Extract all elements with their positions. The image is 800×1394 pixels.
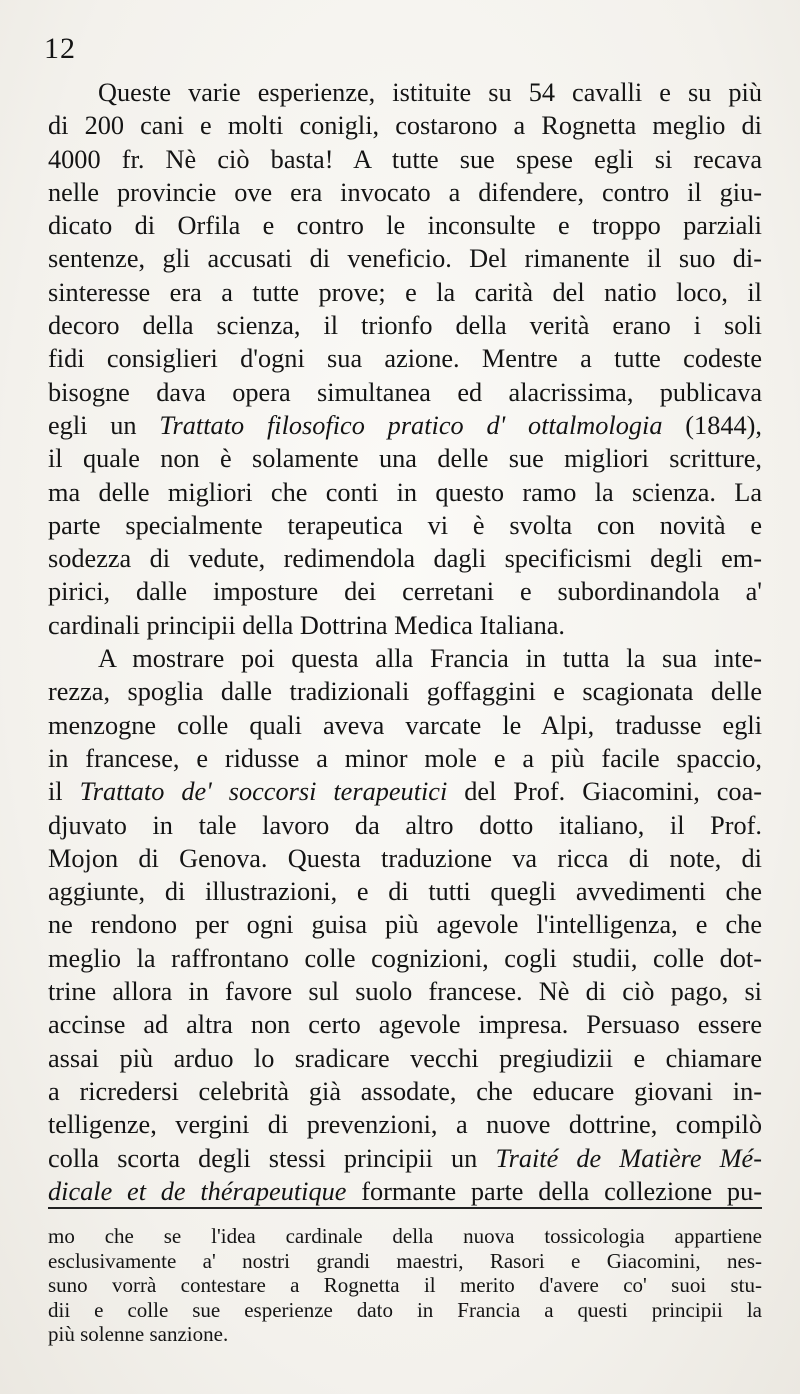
text-run: dicato di Orfila e contro le inconsulte e troppo parziali [48, 211, 762, 241]
text-run: a ricredersi celebrità già assodate, che educare giovani in- [48, 1076, 762, 1106]
text-run: il [48, 777, 80, 807]
body-text-line [48, 309, 762, 342]
body-text-line [48, 675, 762, 708]
text-run: cardinali principii della Dottrina Medica Italiana. [48, 610, 565, 640]
body-text-line [48, 809, 762, 842]
body-text-line [48, 143, 762, 176]
text-run: parte specialmente terapeutica vi è svolta con novità e [48, 510, 762, 540]
footnote-text-line [48, 1273, 762, 1298]
body-text-line [48, 1175, 762, 1208]
body-text-line [48, 1042, 762, 1075]
body-text-line [48, 1008, 762, 1041]
body-text-line [48, 542, 762, 575]
body-text-line [48, 709, 762, 742]
body-text-line [48, 509, 762, 542]
body-text-line [48, 476, 762, 509]
page-number: 12 [44, 32, 76, 65]
text-run: rezza, spoglia dalle tradizionali goffaggini e scagionata delle [48, 677, 762, 707]
body-text-line [48, 775, 762, 808]
text-run: sodezza di vedute, redimendola dagli specificismi degli em- [48, 544, 762, 574]
italic-title-text: Traité de Matière Mé- [495, 1143, 762, 1173]
text-run: aggiunte, di illustrazioni, e di tutti quegli avvedimenti che [48, 877, 762, 907]
body-text-line [48, 1108, 762, 1141]
text-run: assai più arduo lo sradicare vecchi pregiudizii e chiamare [48, 1043, 762, 1073]
body-text-line [48, 209, 762, 242]
text-run: telligenze, vergini di prevenzioni, a nuove dottrine, compilò [48, 1110, 762, 1140]
body-text-line [48, 176, 762, 209]
italic-title-text: Trattato filosofico pratico d' ottalmologia [159, 410, 663, 440]
text-run: colla scorta degli stessi principii un [48, 1143, 496, 1173]
footnote-block [48, 1224, 762, 1347]
footnote-separator-rule [48, 1207, 762, 1209]
text-run: accinse ad altra non certo agevole impresa. Persuaso essere [48, 1010, 762, 1040]
body-text-line [48, 442, 762, 475]
text-run: in francese, e ridusse a minor mole e a più facile spaccio, [48, 743, 762, 773]
text-run: fidi consiglieri d'ogni sua azione. Mentre a tutte codeste [48, 344, 762, 374]
text-run: sinteresse era a tutte prove; e la carità del natio loco, il [48, 277, 762, 307]
body-text-line [48, 409, 762, 442]
footnote-text-line [48, 1224, 762, 1249]
text-run: A mostrare poi questa alla Francia in tutta la sua inte- [98, 644, 762, 674]
text-run: esclusivamente a' nostri grandi maestri, Rasori e Giacomini, nes- [48, 1248, 762, 1273]
text-run: ma delle migliori che conti in questo ramo la scienza. La [48, 477, 762, 507]
body-text-line [48, 1142, 762, 1175]
text-run: bisogne dava opera simultanea ed alacrissima, publicava [48, 377, 762, 407]
body-text-line [48, 842, 762, 875]
body-text-line [48, 342, 762, 375]
text-run: dii e colle sue esperienze dato in Francia a questi principii la [48, 1297, 762, 1322]
body-text-line [48, 875, 762, 908]
text-run: decoro della scienza, il trionfo della verità erano i soli [48, 311, 762, 341]
body-text-line [48, 908, 762, 941]
body-text-line [48, 76, 762, 109]
body-text-line [48, 276, 762, 309]
text-run: menzogne colle quali aveva varcate le Alpi, tradusse egli [48, 710, 762, 740]
body-text-line [48, 575, 762, 608]
text-run: 4000 fr. Nè ciò basta! A tutte sue spese egli si recava [48, 144, 762, 174]
body-text-line [48, 376, 762, 409]
body-text-line [48, 1075, 762, 1108]
body-text-line [48, 609, 762, 642]
text-run: sentenze, gli accusati di veneficio. Del rimanente il suo di- [48, 244, 762, 274]
body-text-line [48, 942, 762, 975]
body-text-line [48, 642, 762, 675]
text-run: più solenne sanzione. [48, 1322, 229, 1346]
text-run: nelle provincie ove era invocato a difendere, contro il giu- [48, 177, 762, 207]
body-text-line [48, 109, 762, 142]
text-run: del Prof. Giacomini, coa- [447, 777, 762, 807]
italic-title-text: dicale et de thérapeutique [48, 1176, 347, 1206]
text-run: ne rendono per ogni guisa più agevole l'intelligenza, e che [48, 910, 762, 940]
text-run: Mojon di Genova. Questa traduzione va ricca di note, di [48, 843, 762, 873]
body-text-line [48, 742, 762, 775]
italic-title-text: Trattato de' soccorsi terapeutici [79, 777, 448, 807]
text-run: pirici, dalle imposture dei cerretani e subordinandola a' [48, 577, 762, 607]
footnote-text-line [48, 1298, 762, 1323]
text-run: mo che se l'idea cardinale della nuova tossicologia appartiene [48, 1224, 762, 1248]
text-run: (1844), [662, 410, 762, 440]
footnote-text-line [48, 1322, 762, 1347]
text-run: djuvato in tale lavoro da altro dotto italiano, il Prof. [48, 810, 762, 840]
text-run: formante parte della collezione pu- [346, 1176, 762, 1206]
text-run: egli un [48, 410, 160, 440]
text-run: il quale non è solamente una delle sue migliori scritture, [48, 444, 762, 474]
body-text-line [48, 975, 762, 1008]
text-run: Queste varie esperienze, istituite su 54 cavalli e su più [98, 78, 762, 107]
footnote-text-line [48, 1249, 762, 1274]
main-text-block [48, 76, 762, 1208]
text-run: trine allora in favore sul suolo francese. Nè di ciò pago, si [48, 977, 762, 1007]
text-run: di 200 cani e molti conigli, costarono a Rognetta meglio di [48, 111, 762, 141]
text-run: meglio la raffrontano colle cognizioni, cogli studii, colle dot- [48, 943, 762, 973]
text-run: suno vorrà contestare a Rognetta il merito d'avere co' suoi stu- [48, 1273, 762, 1297]
body-text-line [48, 242, 762, 275]
